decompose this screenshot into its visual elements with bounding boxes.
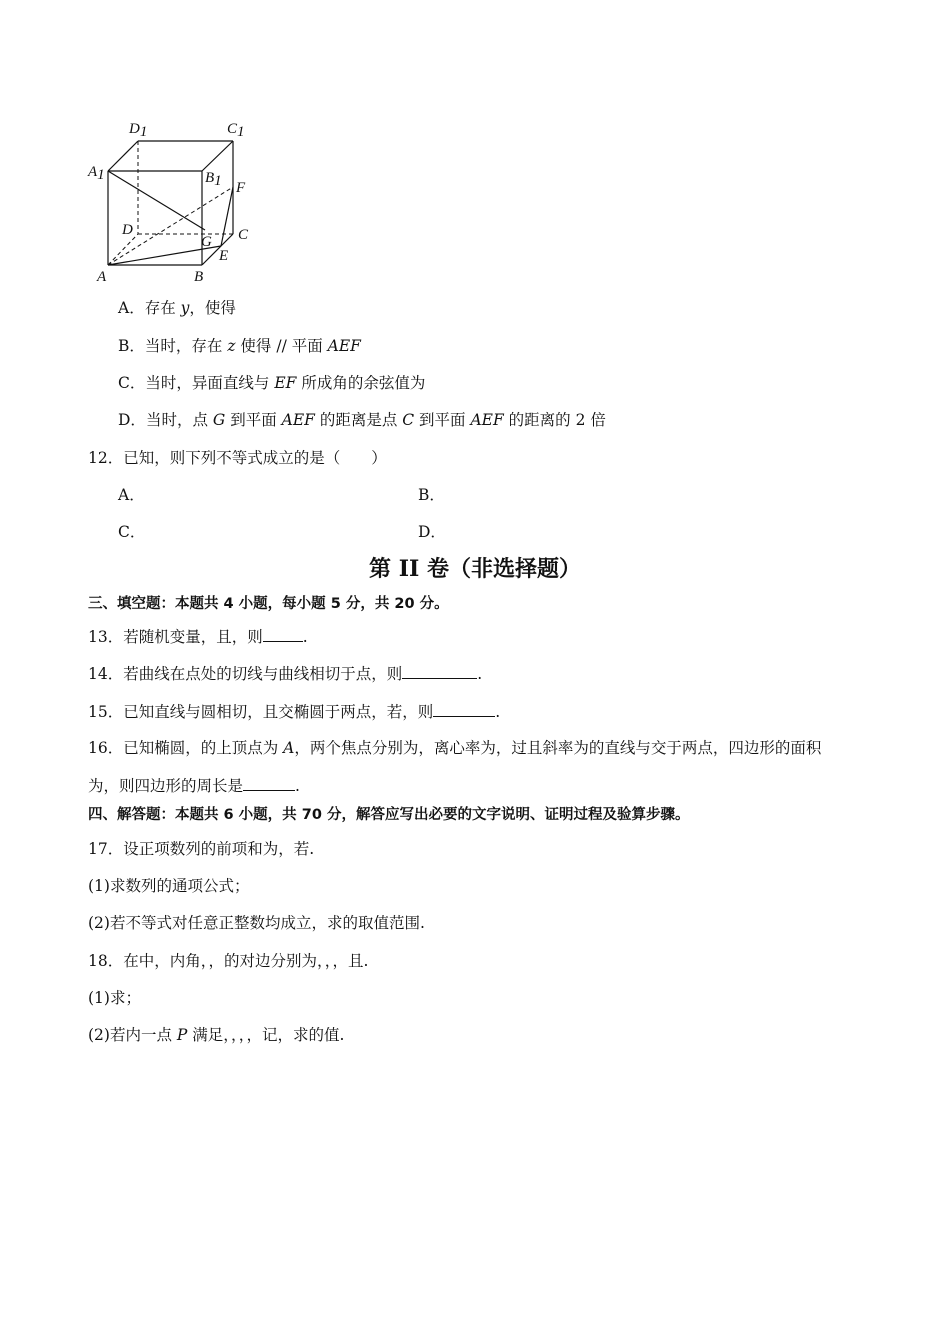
label-A1: A1 (88, 164, 105, 183)
q12-option-d: D． (418, 523, 446, 541)
q11-option-d: D．当时，点 G 到平面 AEF 的距离是点 C 到平面 AEF 的距离的 2 倍 (118, 411, 606, 429)
q14: 14．若曲线在点处的切线与曲线相切于点，则 . (88, 665, 483, 683)
section-title: 第 II 卷（非选择题） (369, 556, 581, 582)
segment-E-F (221, 187, 233, 246)
q15: 15．已知直线与圆相切，且交椭圆于两点，若，则 . (88, 703, 501, 721)
label-G: G (201, 234, 212, 250)
edge-A1-D1 (108, 141, 138, 171)
q12-option-c: C． (118, 523, 146, 541)
q15-blank[interactable] (433, 701, 495, 717)
q18-stem: 18．在中，内角，，的对边分别为，，，且. (88, 952, 369, 970)
q12-option-a: A． (118, 486, 145, 504)
label-B: B (194, 269, 204, 285)
label-C1: C1 (227, 121, 245, 140)
q11-option-b: B．当时，存在 z 使得 // 平面 AEF (118, 337, 361, 355)
q16-line1: 16．已知椭圆，的上顶点为 A，两个焦点分别为，离心率为，过且斜率为的直线与交于两点，四边形的面积 (88, 739, 822, 757)
q12-option-b: B． (418, 486, 445, 504)
fill-blank-heading: 三、填空题：本题共 4 小题，每小题 5 分，共 20 分。 (88, 596, 449, 612)
cube-figure (80, 112, 280, 287)
label-D1: D1 (129, 121, 148, 140)
label-C: C (238, 227, 249, 243)
q11-option-a: A．存在 y，使得 (118, 299, 236, 317)
q11-option-c: C．当时，异面直线与 EF 所成角的余弦值为 (118, 374, 426, 392)
q17-part2: (2)若不等式对任意正整数均成立，求的取值范围. (88, 914, 425, 932)
answer-heading: 四、解答题：本题共 6 小题，共 70 分，解答应写出必要的文字说明、证明过程及验算步骤。 (88, 807, 690, 823)
label-B1: B1 (205, 170, 222, 189)
q18-part2: (2)若内一点 P 满足，，，，记，求的值. (88, 1026, 345, 1044)
edge-B1-C1 (202, 141, 233, 171)
q18-part1: (1)求； (88, 989, 141, 1007)
q14-blank[interactable] (402, 663, 477, 679)
q16-blank[interactable] (243, 775, 295, 791)
label-E: E (219, 248, 229, 264)
q17-part1: (1)求数列的通项公式； (88, 877, 250, 895)
q17-stem: 17．设正项数列的前项和为，若. (88, 840, 315, 858)
q16-line2: 为，则四边形的周长是 . (88, 777, 300, 795)
label-F: F (236, 180, 246, 196)
q13: 13．若随机变量，且，则 . (88, 628, 308, 646)
q12-stem: 12．已知，则下列不等式成立的是（ ） (88, 449, 387, 467)
label-A: A (97, 269, 107, 285)
q13-blank[interactable] (263, 626, 303, 642)
label-D: D (122, 222, 133, 238)
